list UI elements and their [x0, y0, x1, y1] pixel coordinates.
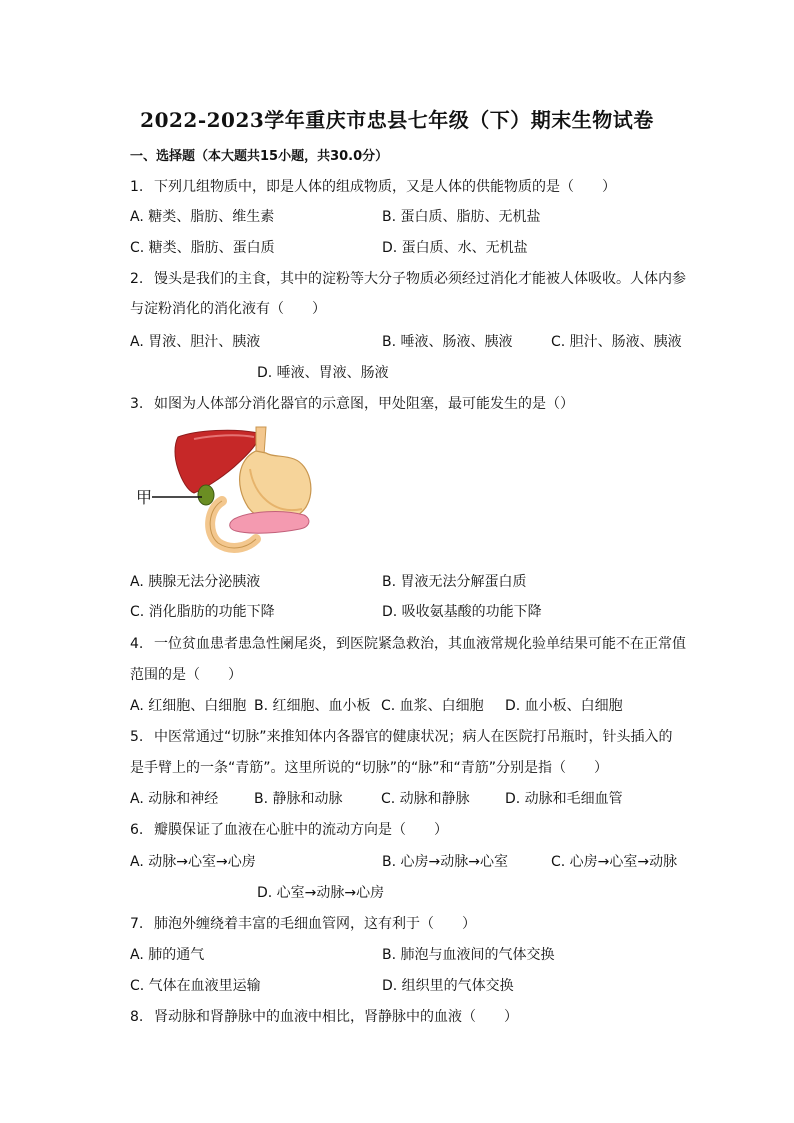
- q6-option-d: D. 心室→动脉→心房: [257, 885, 385, 901]
- q2-option-c: C. 胆汁、肠液、胰液: [551, 334, 682, 350]
- question-7-stem: 7. 肺泡外缠绕着丰富的毛细血管网，这有利于（ ）: [130, 916, 476, 932]
- q7-option-c: C. 气体在血液里运输: [130, 978, 261, 994]
- q3-option-d: D. 吸收氨基酸的功能下降: [382, 604, 542, 620]
- q2-option-d: D. 唾液、胃液、肠液: [257, 365, 389, 381]
- digestive-organs-figure: [134, 425, 324, 553]
- q3-option-a: A. 胰腺无法分泌胰液: [130, 574, 261, 590]
- q4-option-d: D. 血小板、白细胞: [505, 698, 623, 714]
- q7-option-a: A. 肺的通气: [130, 947, 205, 963]
- q3-option-c: C. 消化脂肪的功能下降: [130, 604, 275, 620]
- figure-label-jia: 甲: [136, 488, 153, 507]
- question-5-stem-cont: 是手臂上的一条“青筋”。这里所说的“切脉”的“脉”和“青筋”分别是指（ ）: [130, 760, 609, 776]
- question-5-stem: 5. 中医常通过“切脉”来推知体内各器官的健康状况；病人在医院打吊瓶时，针头插入的: [130, 729, 673, 745]
- q4-option-a: A. 红细胞、白细胞: [130, 698, 247, 714]
- question-4-stem-cont: 范围的是（ ）: [130, 667, 242, 683]
- pancreas-shape: [230, 512, 309, 534]
- q7-option-b: B. 肺泡与血液间的气体交换: [382, 947, 555, 963]
- gallbladder-shape: [198, 485, 214, 505]
- question-1-stem: 1. 下列几组物质中，即是人体的组成物质，又是人体的供能物质的是（ ）: [130, 179, 616, 195]
- question-2-stem-cont: 与淀粉消化的消化液有（ ）: [130, 301, 326, 317]
- question-8-stem: 8. 肾动脉和肾静脉中的血液中相比，肾静脉中的血液（ ）: [130, 1009, 518, 1025]
- q2-option-a: A. 胃液、胆汁、胰液: [130, 334, 261, 350]
- stomach-shape: [240, 451, 311, 521]
- q7-option-d: D. 组织里的气体交换: [382, 978, 514, 994]
- question-4-stem: 4. 一位贫血患者患急性阑尾炎，到医院紧急救治，其血液常规化验单结果可能不在正常值: [130, 636, 686, 652]
- question-2-stem: 2. 馒头是我们的主食，其中的淀粉等大分子物质必须经过消化才能被人体吸收。人体内参: [130, 271, 686, 287]
- q1-option-c: C. 糖类、脂肪、蛋白质: [130, 240, 275, 256]
- q1-option-d: D. 蛋白质、水、无机盐: [382, 240, 528, 256]
- q1-option-b: B. 蛋白质、脂肪、无机盐: [382, 209, 541, 225]
- q4-option-b: B. 红细胞、血小板: [254, 698, 371, 714]
- q6-option-c: C. 心房→心室→动脉: [551, 854, 678, 870]
- q5-option-c: C. 动脉和静脉: [381, 791, 470, 807]
- q6-option-b: B. 心房→动脉→心室: [382, 854, 508, 870]
- q2-option-b: B. 唾液、肠液、胰液: [382, 334, 513, 350]
- section-heading: 一、选择题（本大题共15小题，共30.0分）: [130, 149, 389, 164]
- page-title: 2022-2023学年重庆市忠县七年级（下）期末生物试卷: [140, 108, 654, 132]
- q1-option-a: A. 糖类、脂肪、维生素: [130, 209, 275, 225]
- q6-option-a: A. 动脉→心室→心房: [130, 854, 256, 870]
- q5-option-d: D. 动脉和毛细血管: [505, 791, 623, 807]
- question-6-stem: 6. 瓣膜保证了血液在心脏中的流动方向是（ ）: [130, 822, 448, 838]
- q5-option-b: B. 静脉和动脉: [254, 791, 343, 807]
- q3-option-b: B. 胃液无法分解蛋白质: [382, 574, 527, 590]
- q4-option-c: C. 血浆、白细胞: [381, 698, 484, 714]
- q5-option-a: A. 动脉和神经: [130, 791, 219, 807]
- question-3-stem: 3. 如图为人体部分消化器官的示意图，甲处阻塞，最可能发生的是（）: [130, 396, 574, 412]
